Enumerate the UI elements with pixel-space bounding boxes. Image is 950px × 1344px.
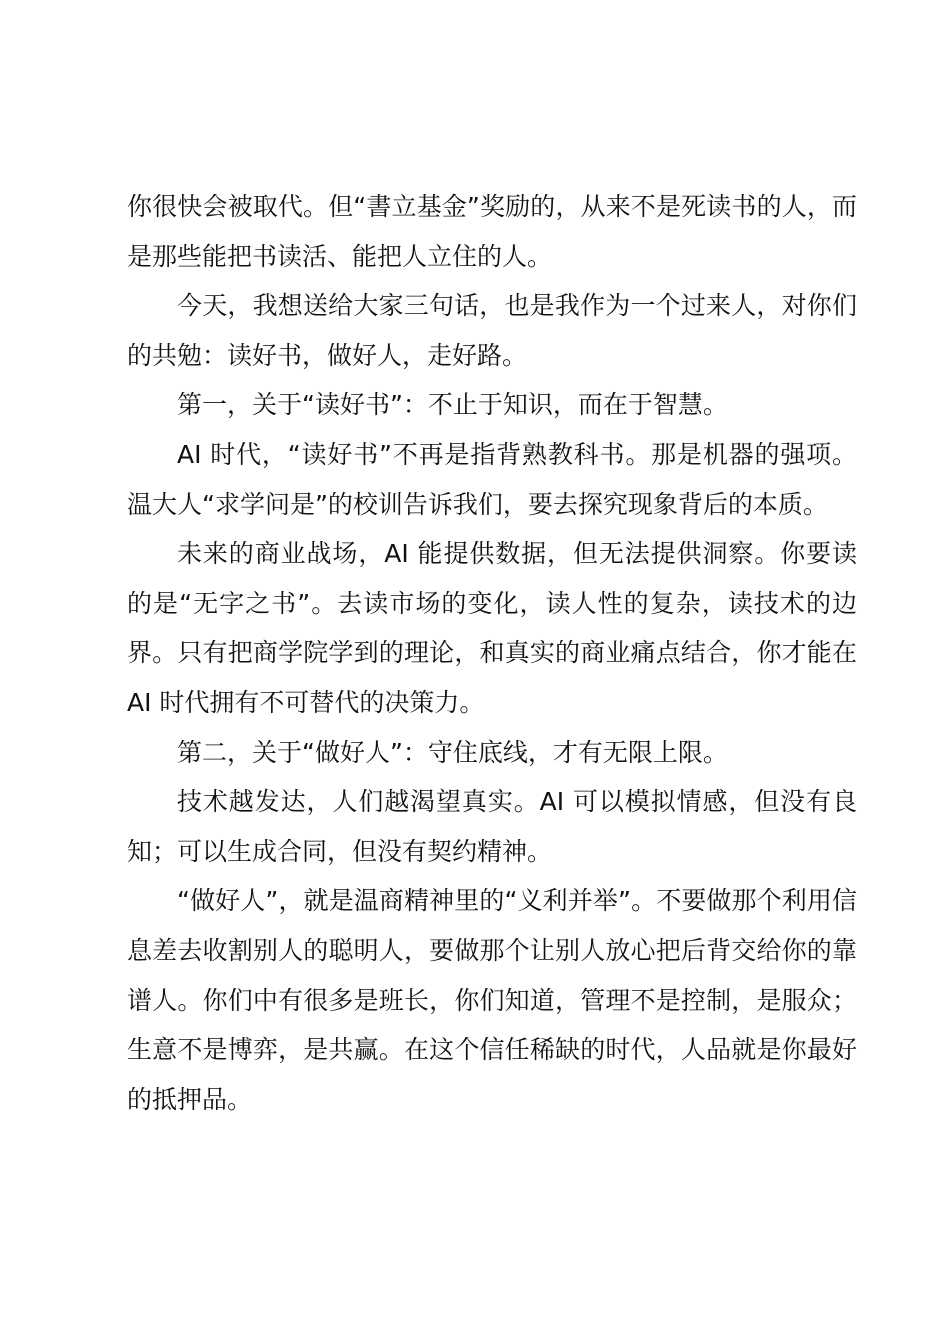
body-text: [127, 182, 857, 1124]
paragraph-1: 你很快会被取代。但“書立基金”奖励的，从来不是死读书的人，而是那些能把书读活、能把人立住的人。: [127, 192, 857, 271]
paragraph-6: 第二，关于“做好人”：守住底线，才有无限上限。: [177, 737, 728, 767]
paragraph-8: “做好人”，就是温商精神里的“义利并举”。不要做那个利用信息差去收割别人的聪明人，要做那个让别人放心把后背交给你的靠谱人。你们中有很多是班长，你们知道，管理不是控制，是服众；生意不是博弈，是共赢。在这个信任稀缺的时代，人品就是你最好的抵押品。: [127, 886, 857, 1114]
paragraph-2: 今天，我想送给大家三句话，也是我作为一个过来人，对你们的共勉：读好书，做好人，走好路。: [127, 291, 857, 370]
paragraph-3: 第一，关于“读好书”：不止于知识，而在于智慧。: [177, 390, 728, 420]
paragraph-4: AI 时代，“读好书”不再是指背熟教科书。那是机器的强项。温大人“求学问是”的校训告诉我们，要去探究现象背后的本质。: [127, 439, 857, 519]
paragraph-7: 技术越发达，人们越渴望真实。AI 可以模拟情感，但没有良知；可以生成合同，但没有契约精神。: [127, 787, 857, 866]
paragraph-5: 未来的商业战场，AI 能提供数据，但无法提供洞察。你要读的是“无字之书”。去读市场的变化，读人性的复杂，读技术的边界。只有把商学院学到的理论，和真实的商业痛点结合，你才能在 AI 时代拥有不可替代的决策力。: [127, 539, 857, 717]
